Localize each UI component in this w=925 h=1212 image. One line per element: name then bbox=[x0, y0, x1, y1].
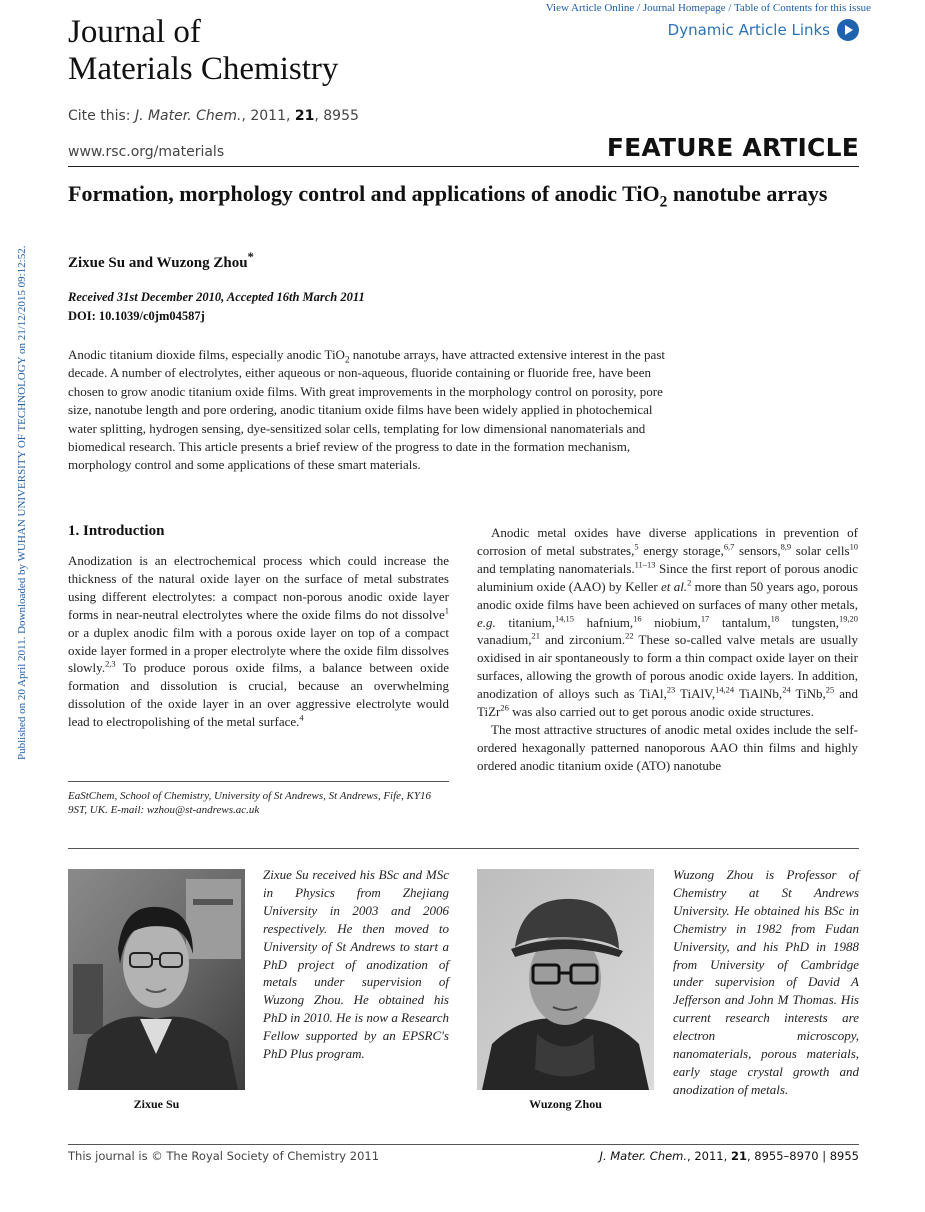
citation: Cite this: J. Mater. Chem., 2011, 21, 8955 bbox=[68, 108, 359, 124]
journal-site: www.rsc.org/materials bbox=[68, 144, 225, 160]
journal-title bbox=[68, 14, 338, 88]
zixue-su-bio: Zixue Su received his BSc and MSc in Physics from Zhejiang University in 2003 and 2006 respectively. He then moved to University of St Andrews to start a PhD project of anodization of metals under supervision of Wuzong Zhou. He obtained his PhD in 2010. He is now a Research Fellow supported by an EPSRC's PhD Plus program. bbox=[263, 867, 449, 1062]
dynamic-article-links-label[interactable]: Dynamic Article Links bbox=[667, 21, 830, 39]
portrait-su-icon bbox=[68, 869, 245, 1090]
footer-copyright: This journal is © The Royal Society of Chemistry 2011 bbox=[68, 1149, 380, 1163]
top-links[interactable]: View Article Online / Journal Homepage / Table of Contents for this issue bbox=[545, 2, 871, 14]
section-heading-introduction: 1. Introduction bbox=[68, 523, 165, 539]
header-divider bbox=[68, 166, 859, 167]
authors: Zixue Su and Wuzong Zhou* bbox=[68, 250, 254, 271]
bio-divider bbox=[68, 848, 859, 849]
paragraph-attractive-structures: The most attractive structures of anodic metal oxides include the self-ordered hexagonally patterned nanoporous AAO thin films and highly ordered anodic titanium oxide (ATO) nanotube bbox=[477, 721, 858, 773]
side-stamp: Published on 20 April 2011. Downloaded by WUHAN UNIVERSITY OF TECHNOLOGY on 21/12/2015 09:12:52. bbox=[16, 245, 28, 760]
affiliation: EaStChem, School of Chemistry, University of St Andrews, St Andrews, Fife, KY16 9ST, UK. E-mail: wzhou@st-andrews.ac.uk bbox=[68, 790, 431, 816]
paragraph-anodic-oxides: Anodic metal oxides have diverse applications in prevention of corrosion of metal substrates,$^5$ energy storage,$^{6,7}$ sensors,$^{8,9}$ solar cells$^{10}$ and templating nanomaterials.$^{11-13}$ Since the first report of porous anodic aluminium oxide (AAO) by Keller et al.$^2$ more than 50 years ago, porous anodic oxide films have been achieved on surfaces of many other metals, e.g. titanium,$^{14,15}$ hafnium,$^{16}$ niobium,$^{17}$ tantalum,$^{18}$ tungsten,$^{19,20}$ vanadium,$^{21}$ and zirconium.$^{22}$ These so-called valve metals are usually oxidised in air spontaneously to form a thin compact oxide layer on their surfaces, allowing the growth of porous anodic oxide layers. In addition, anodization of alloys such as TiAl,$^{23}$ TiAlV,$^{14,24}$ TiAlNb,$^{24}$ TiNb,$^{25}$ and TiZr$^{26}$ was also carried out to get porous anodic oxide structures. bbox=[477, 525, 859, 720]
footer-divider bbox=[68, 1144, 859, 1145]
abstract: Anodic titanium dioxide films, especially anodic TiO$_2$ nanotube arrays, have attracted extensive interest in the past decade. A number of electrolytes, either aqueous or non-aqueous, fluoride containing or fluoride free, have been chosen to grow anodic titanium oxide films. With great improvements in the morphology control on porosity, pore size, nanotube length and pore ordering, anodic titanium oxide films have been widely applied in photochemical water splitting, hydrogen sensing, dye-sensitized solar cells, templating for low dimensional nanomaterials and biomedical research. This article presents a brief review of the progress to date in the formation mechanism, morphology control and some applications of these smart materials. bbox=[68, 347, 665, 473]
right-column-text bbox=[477, 524, 858, 775]
journal-title-line2: Materials Chemistry bbox=[68, 51, 339, 87]
article-type: FEATURE ARTICLE bbox=[606, 133, 859, 162]
affiliation-divider bbox=[68, 781, 449, 782]
footer-citation: J. Mater. Chem., 2011, 21, 8955–8970 | 8955 bbox=[599, 1149, 859, 1163]
zixue-su-photo bbox=[68, 869, 245, 1090]
received-dates: Received 31st December 2010, Accepted 16th March 2011 bbox=[68, 290, 365, 304]
dynamic-article-links[interactable] bbox=[668, 19, 859, 41]
wuzong-zhou-caption: Wuzong Zhou bbox=[529, 1097, 602, 1111]
wuzong-zhou-bio: Wuzong Zhou is Professor of Chemistry at St Andrews University. He obtained his BSc in Chemistry in 1982 from Fudan University, and his PhD in 1988 from University of Cambridge under supervision of David A Jefferson and John M Thomas. His current research interests are electron microscopy, nanomaterials, porous materials, early stage crystal growth and anodization of metals. bbox=[673, 867, 859, 1097]
zixue-su-caption: Zixue Su bbox=[133, 1097, 180, 1111]
portrait-zhou-icon bbox=[477, 869, 654, 1090]
wuzong-zhou-photo bbox=[477, 869, 654, 1090]
intro-paragraph: Anodization is an electrochemical process which could increase the thickness of the natural oxide layer on the surface of metal substrates using different electrolytes: a compact non-porous anodic oxide layer forms in near-neutral electrolytes where the oxide films do not dissolve$^1$ or a duplex anodic film with a porous oxide layer on top of a compact oxide layer formed in a proper electrolyte where the oxide film dissolves slowly.$^{2,3}$ To produce porous oxide films, a balance between oxide formation and dissolution is crucial, because an overwhelming dissolution of the oxide layer in an over aggressive electrolyte would lead to electropolishing of the metal surface.$^4$ bbox=[68, 553, 449, 730]
play-icon[interactable] bbox=[837, 19, 859, 41]
doi: DOI: 10.1039/c0jm04587j bbox=[68, 309, 205, 323]
journal-title-line1: Journal of bbox=[68, 14, 201, 50]
article-title: Formation, morphology control and applications of anodic TiO$_2$ nanotube arrays bbox=[68, 181, 828, 211]
